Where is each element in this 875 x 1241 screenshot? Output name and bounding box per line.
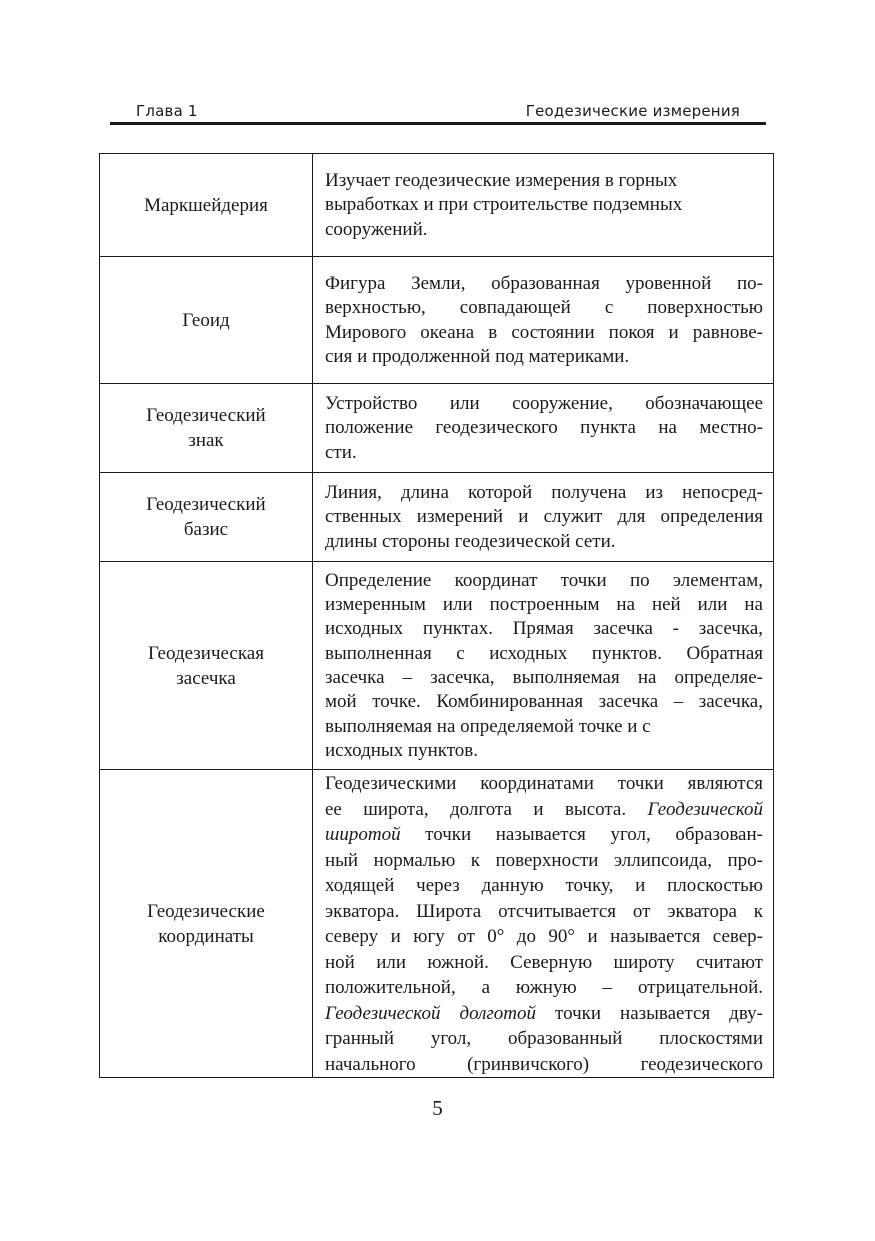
definition-line: мой точке. Комбинированная засечка – засечка, [325,691,763,713]
definition-line: Геодезическими координатами точки являются [325,773,763,794]
definition-cell [313,473,774,562]
definition-line: Изучает геодезические измерения в горных [325,170,678,192]
italic-term: Геодезической долготой [325,1002,537,1024]
table-row [100,562,774,770]
definition-line: исходных пунктах. Прямая засечка - засечка, [325,618,763,640]
chapter-label: Глава 1 [136,102,198,120]
running-header [110,100,766,125]
table-row [100,770,774,1078]
definition-line: Фигура Земли, образованная уровенной по- [325,272,763,294]
page-number: 5 [432,1096,443,1120]
definition-line: ный нормалью к поверхности эллипсоида, про- [325,849,763,871]
definition-line: измеренным или построенным на ней или на [325,594,763,616]
table-row [100,473,774,562]
definition-line: сия и продолженной под материками. [325,345,630,367]
definition-line: положение геодезического пункта на местно- [325,417,763,439]
definition-line: выработках и при строительстве подземных [325,194,683,216]
table-row [100,154,774,257]
definition-line: положительной, а южную – отрицательной. [325,977,763,998]
term-text: Геодезическая засечка [148,642,264,689]
definition-cell [313,384,774,473]
definition-line: ственных измерений и служит для определения [325,506,763,528]
definition-line [325,822,763,848]
definition-line: Линия, длина которой получена из непосред- [325,482,763,504]
term-cell: Геоид [100,257,313,384]
definition-line [325,797,763,823]
italic-term: широтой [325,824,401,845]
definition-line: ходящей через данную точку, и плоскостью [325,875,763,896]
definition-text: точки называется дву- [536,1002,764,1024]
definition-cell [313,562,774,770]
definition-line: Определение координат точки по элементам, [325,569,763,591]
italic-term: Геодезической [647,798,763,820]
definition-line: ной или южной. Северную широту считают [325,951,763,973]
table-row [100,257,774,384]
term-cell [100,770,313,1078]
definition-line: выполненная с исходных пунктов. Обратная [325,642,763,664]
definition-line: гранный угол, образованный плоскостями [325,1028,763,1049]
definition-line: сооружений. [325,218,428,240]
definition-cell [313,257,774,384]
term-text: Геодезический базис [146,494,266,540]
definition-line: Устройство или сооружение, обозначающее [325,393,763,415]
definition-cell [313,154,774,257]
term-cell: Маркшейдерия [100,154,313,257]
definition-line: верхностью, совпадающей с поверхностью [325,297,763,319]
term-cell [100,473,313,562]
term-text: Геодезические координаты [147,900,265,947]
term-text: Геодезический знак [146,405,266,451]
table-row [100,384,774,473]
definition-line: начального (гринвичского) геодезического [325,1053,763,1075]
definition-text: ее широта, долгота и высота. [325,798,648,820]
definition-line: длины стороны геодезической сети. [325,530,616,552]
definition-line: засечка – засечка, выполняемая на определяе- [325,667,763,688]
definition-line: Мирового океана в состоянии покоя и равнове- [325,321,763,343]
definition-line [325,1001,763,1027]
definition-text: точки называется угол, образован- [400,824,763,845]
definition-line: выполняемая на определяемой точке и с [325,715,651,737]
section-title: Геодезические измерения [525,102,740,120]
definition-line: сти. [325,441,357,463]
definition-line: северу и югу от 0° до 90° и называется север- [325,926,763,947]
term-cell [100,562,313,770]
definition-cell [313,770,774,1078]
term-cell [100,384,313,473]
terms-table [99,153,774,1078]
definition-line: исходных пунктов. [325,739,479,761]
definition-line: экватора. Широта отсчитывается от экватора к [325,900,763,922]
